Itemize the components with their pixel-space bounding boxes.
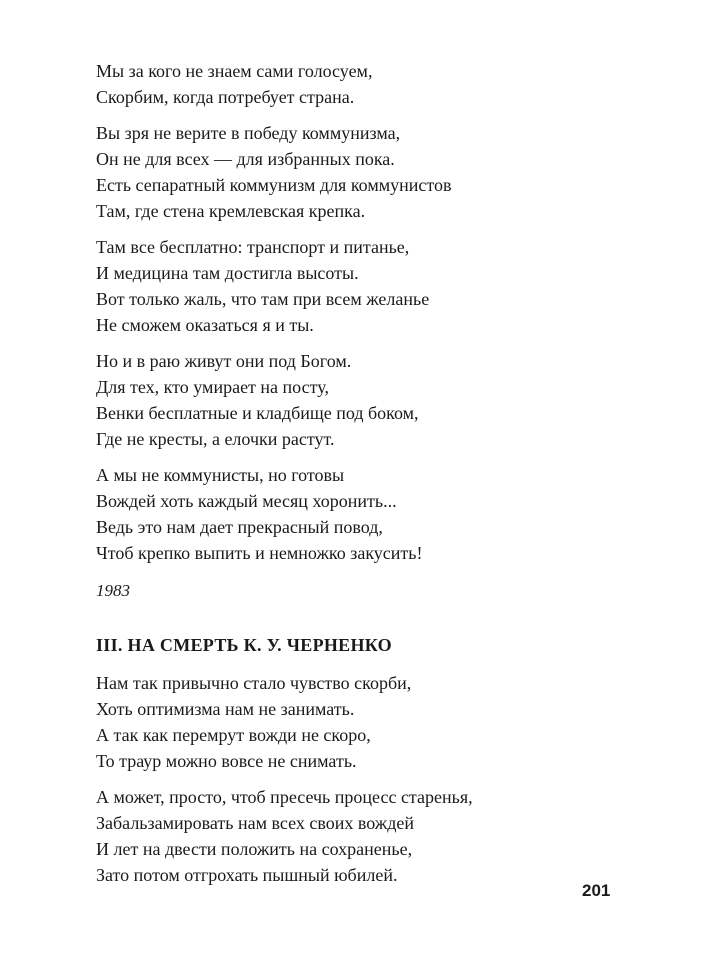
stanza-1 <box>96 58 656 110</box>
section-stanza-1 <box>96 670 656 774</box>
stanza-4 <box>96 348 656 452</box>
poem-line: Там все бесплатно: транспорт и питанье, <box>96 237 410 257</box>
poem-line: Зато потом отгрохать пышный юбилей. <box>96 865 398 885</box>
poem-line: Вождей хоть каждый месяц хоронить... <box>96 491 397 511</box>
poem-line: Венки бесплатные и кладбище под боком, <box>96 403 419 423</box>
page-number: 201 <box>582 881 611 900</box>
poem-line: Для тех, кто умирает на посту, <box>96 377 329 397</box>
poem-line: Чтоб крепко выпить и немножко закусить! <box>96 543 423 563</box>
poem-line: Скорбим, когда потребует страна. <box>96 87 355 107</box>
poem-line: А так как перемрут вожди не скоро, <box>96 725 371 745</box>
poem-line: А мы не коммунисты, но готовы <box>96 465 345 485</box>
poem-line: Не сможем оказаться я и ты. <box>96 315 314 335</box>
poem-line: Вот только жаль, что там при всем желанье <box>96 289 430 309</box>
stanza-5 <box>96 462 656 566</box>
poem-line: Мы за кого не знаем сами голосуем, <box>96 61 373 81</box>
stanza-2 <box>96 120 656 224</box>
poem-year: 1983 <box>96 581 130 600</box>
page-body <box>96 58 656 898</box>
poem-line: Нам так привычно стало чувство скорби, <box>96 673 412 693</box>
section-stanza-2 <box>96 784 656 888</box>
stanza-3 <box>96 234 656 338</box>
poem-line: А может, просто, чтоб пресечь процесс старенья, <box>96 787 473 807</box>
poem-line: Он не для всех — для избранных пока. <box>96 149 395 169</box>
section-heading: III. НА СМЕРТЬ К. У. ЧЕРНЕНКО <box>96 635 392 655</box>
poem-line: То траур можно вовсе не снимать. <box>96 751 357 771</box>
poem-line: И лет на двести положить на сохраненье, <box>96 839 413 859</box>
poem-line: Где не кресты, а елочки растут. <box>96 429 335 449</box>
poem-line: Ведь это нам дает прекрасный повод, <box>96 517 383 537</box>
poem-line: Вы зря не верите в победу коммунизма, <box>96 123 401 143</box>
poem-line: Есть сепаратный коммунизм для коммунистов <box>96 175 452 195</box>
poem-line: Забальзамировать нам всех своих вождей <box>96 813 414 833</box>
poem-line: Хоть оптимизма нам не занимать. <box>96 699 355 719</box>
poem-line: Но и в раю живут они под Богом. <box>96 351 352 371</box>
poem-line: И медицина там достигла высоты. <box>96 263 359 283</box>
poem-line: Там, где стена кремлевская крепка. <box>96 201 366 221</box>
